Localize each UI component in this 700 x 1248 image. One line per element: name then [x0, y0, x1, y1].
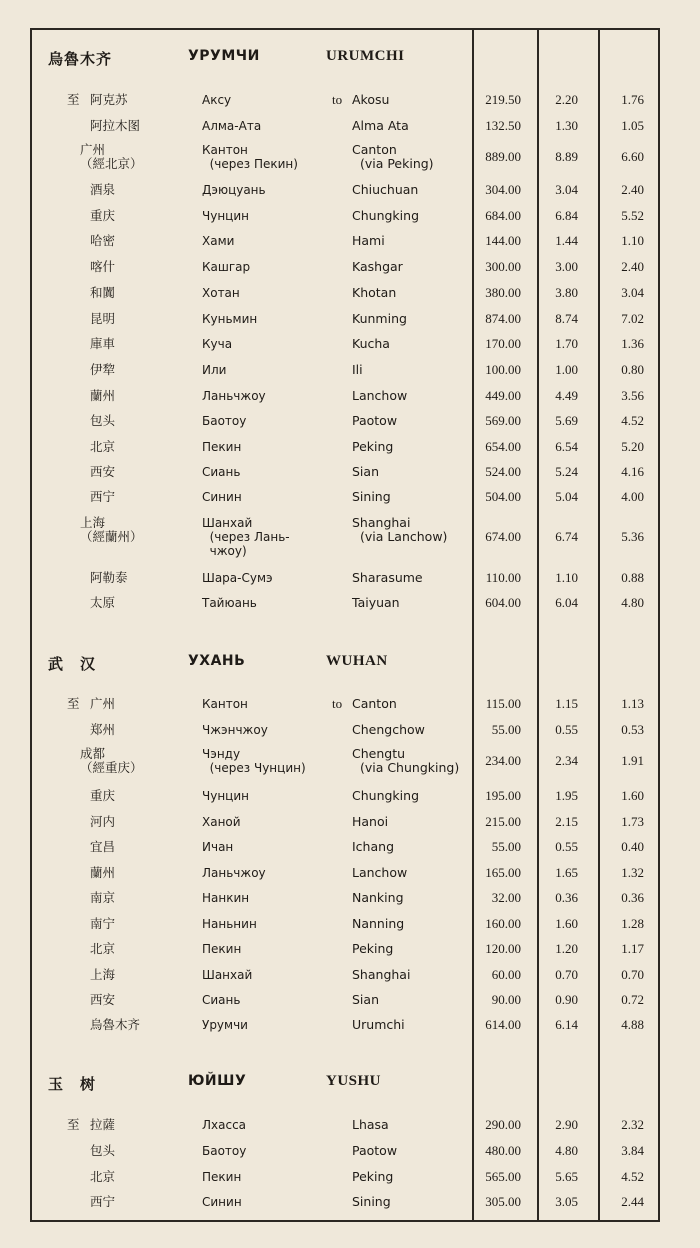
excess-value: 1.95: [555, 788, 578, 803]
excess-value: 2.20: [555, 92, 578, 107]
destination-ru: Ичан: [202, 840, 234, 854]
destination-ru: Алма-Ата: [202, 119, 262, 133]
destination-en: Paotow: [352, 413, 398, 428]
destination-en: Ili: [352, 362, 363, 377]
destination-en: Ichang: [352, 839, 394, 854]
destination-en: Peking: [352, 439, 394, 454]
excess-value: 2.15: [555, 814, 578, 829]
destination-zh: 阿拉木图: [90, 118, 141, 133]
fare-value: 115.00: [485, 696, 521, 711]
other-value: 2.32: [621, 1117, 644, 1132]
other-value: 3.56: [621, 388, 644, 403]
destination-ru: Куча: [202, 337, 233, 351]
destination-en: Chungking: [352, 788, 419, 803]
fare-value: 674.00: [485, 529, 521, 544]
destination-ru: Хотан: [202, 286, 240, 300]
destination-en: Kashgar: [352, 259, 403, 274]
destination-zh: 庫車: [90, 336, 116, 351]
origin-name-zh: 玉 树: [48, 1075, 97, 1093]
origin-name-en: YUSHU: [326, 1073, 382, 1089]
origin-name-zh: 烏魯木齐: [48, 50, 113, 68]
destination-ru: Чунцин: [202, 209, 249, 223]
fare-value: 100.00: [485, 362, 521, 377]
destination-ru: Урумчи: [202, 1018, 248, 1032]
destination-zh: 北京: [90, 439, 116, 454]
other-value: 0.80: [621, 362, 644, 377]
other-value: 1.17: [621, 941, 644, 956]
destination-zh: 蘭州: [90, 865, 116, 880]
destination-zh: 河内: [90, 814, 116, 829]
other-value: 1.28: [621, 916, 644, 931]
destination-ru: Тайюань: [202, 596, 257, 610]
other-value: 2.44: [621, 1194, 644, 1209]
fare-value: 132.50: [485, 118, 521, 133]
destination-zh: 包头: [90, 1143, 116, 1158]
fare-value: 504.00: [485, 489, 521, 504]
destination-en: Peking: [352, 941, 394, 956]
other-value: 4.16: [621, 464, 644, 479]
other-value: 3.04: [621, 285, 644, 300]
other-value: 1.10: [621, 233, 644, 248]
destination-ru: Пекин: [202, 1170, 242, 1184]
destination-en: Paotow: [352, 1143, 398, 1158]
fare-value: 160.00: [485, 916, 521, 931]
other-value: 1.76: [621, 92, 644, 107]
other-value: 0.72: [621, 992, 644, 1007]
excess-value: 4.49: [555, 388, 578, 403]
destination-zh: 西宁: [90, 489, 116, 504]
destination-zh: 太原: [90, 595, 116, 610]
fare-value: 565.00: [485, 1169, 521, 1184]
destination-en: Alma Ata: [352, 118, 409, 133]
other-value: 0.53: [621, 722, 644, 737]
excess-value: 6.04: [555, 595, 578, 610]
destination-zh: 西安: [90, 992, 116, 1007]
fare-value: 32.00: [491, 890, 521, 905]
fare-value: 524.00: [485, 464, 521, 479]
fare-value: 480.00: [485, 1143, 521, 1158]
fare-value: 60.00: [491, 967, 521, 982]
destination-en: Kunming: [352, 311, 407, 326]
destination-ru: Кашгар: [202, 260, 251, 274]
destination-ru: Нанкин: [202, 891, 250, 905]
excess-value: 1.30: [555, 118, 578, 133]
destination-en: Peking: [352, 1169, 394, 1184]
destination-ru: Ханой: [202, 815, 241, 829]
destination-zh: 重庆: [90, 788, 116, 803]
fare-value: 90.00: [491, 992, 521, 1007]
destination-ru: Шанхай (через Лань- чжоу): [202, 516, 290, 558]
destination-zh: 北京: [90, 1169, 116, 1184]
excess-value: 8.74: [555, 311, 578, 326]
fare-value: 290.00: [485, 1117, 521, 1132]
destination-en: Sharasume: [352, 570, 423, 585]
other-value: 1.73: [621, 814, 644, 829]
destination-ru: Чунцин: [202, 789, 249, 803]
excess-value: 3.05: [555, 1194, 578, 1209]
fare-value: 165.00: [485, 865, 521, 880]
destination-ru: Хами: [202, 234, 235, 248]
destination-ru: Баотоу: [202, 1144, 247, 1158]
destination-en: Nanking: [352, 890, 404, 905]
destination-ru: Куньмин: [202, 312, 258, 326]
destination-zh: 昆明: [90, 311, 116, 326]
to-marker-en: to: [332, 696, 343, 711]
to-marker-zh: 至: [67, 1117, 80, 1132]
destination-en: Akosu: [352, 92, 390, 107]
excess-value: 0.90: [555, 992, 578, 1007]
fare-value: 110.00: [485, 570, 521, 585]
destination-ru: Наньнин: [202, 917, 257, 931]
destination-ru: Кантон (через Пекин): [202, 143, 298, 171]
other-value: 3.84: [621, 1143, 644, 1158]
destination-zh: 南京: [90, 890, 116, 905]
destination-en: Lhasa: [352, 1117, 389, 1132]
excess-value: 4.80: [555, 1143, 578, 1158]
other-value: 1.13: [621, 696, 644, 711]
destination-zh: 成都 （經重庆）: [80, 746, 143, 775]
other-value: 1.05: [621, 118, 644, 133]
destination-zh: 北京: [90, 941, 116, 956]
destination-ru: Сиань: [202, 465, 241, 479]
excess-value: 0.55: [555, 839, 578, 854]
excess-value: 3.04: [555, 182, 578, 197]
destination-en: Chungking: [352, 208, 419, 223]
fare-value: 305.00: [485, 1194, 521, 1209]
excess-value: 2.90: [555, 1117, 578, 1132]
destination-en: Hanoi: [352, 814, 389, 829]
other-value: 4.52: [621, 1169, 644, 1184]
destination-ru: Пекин: [202, 440, 242, 454]
destination-ru: Пекин: [202, 942, 242, 956]
fare-value: 120.00: [485, 941, 521, 956]
destination-en: Shanghai: [352, 967, 411, 982]
excess-value: 5.04: [555, 489, 578, 504]
destination-zh: 酒泉: [90, 182, 116, 197]
other-value: 2.40: [621, 182, 644, 197]
destination-ru: Чжэнчжоу: [202, 723, 268, 737]
other-value: 5.36: [621, 529, 644, 544]
destination-zh: 重庆: [90, 208, 116, 223]
fare-value: 234.00: [485, 753, 521, 768]
destination-zh: 西安: [90, 464, 116, 479]
fare-value: 300.00: [485, 259, 521, 274]
other-value: 4.00: [621, 489, 644, 504]
excess-value: 1.10: [555, 570, 578, 585]
origin-name-en: WUHAN: [326, 653, 388, 669]
fare-value: 170.00: [485, 336, 521, 351]
destination-en: Sian: [352, 464, 379, 479]
fare-value: 449.00: [485, 388, 521, 403]
destination-ru: Ланьчжоу: [202, 389, 266, 403]
destination-ru: Ланьчжоу: [202, 866, 266, 880]
destination-en: Kucha: [352, 336, 390, 351]
destination-en: Lanchow: [352, 388, 408, 403]
section-header: [0, 653, 700, 673]
destination-zh: 上海: [90, 967, 116, 982]
column-divider: [598, 28, 600, 1222]
destination-ru: Лхасса: [202, 1118, 247, 1132]
to-marker-zh: 至: [67, 92, 80, 107]
destination-zh: 阿克苏: [90, 92, 128, 107]
other-value: 2.40: [621, 259, 644, 274]
destination-en: Sining: [352, 489, 391, 504]
destination-ru: Баотоу: [202, 414, 247, 428]
destination-ru: Аксу: [202, 93, 232, 107]
excess-value: 3.80: [555, 285, 578, 300]
to-marker-en: to: [332, 92, 343, 107]
other-value: 5.20: [621, 439, 644, 454]
fare-value: 654.00: [485, 439, 521, 454]
other-value: 4.88: [621, 1017, 644, 1032]
destination-zh: 和闐: [90, 285, 116, 300]
section-header: [0, 1073, 700, 1093]
excess-value: 6.14: [555, 1017, 578, 1032]
fare-value: 219.50: [485, 92, 521, 107]
destination-en: Chengchow: [352, 722, 425, 737]
excess-value: 1.00: [555, 362, 578, 377]
fare-value: 604.00: [485, 595, 521, 610]
destination-ru: Шара-Сумэ: [202, 571, 273, 585]
excess-value: 1.70: [555, 336, 578, 351]
destination-en: Canton: [352, 696, 397, 711]
destination-en: Sining: [352, 1194, 391, 1209]
origin-name-ru: УРУМЧИ: [188, 48, 260, 64]
destination-en: Nanning: [352, 916, 405, 931]
destination-zh: 郑州: [90, 722, 116, 737]
destination-ru: Дэюцуань: [202, 183, 266, 197]
fare-value: 55.00: [491, 839, 521, 854]
destination-zh: 宜昌: [90, 839, 116, 854]
destination-en: Sian: [352, 992, 379, 1007]
fare-value: 614.00: [485, 1017, 521, 1032]
destination-ru: Чэнду (через Чунцин): [202, 747, 306, 775]
destination-zh: 广州: [90, 696, 116, 711]
destination-zh: 拉薩: [90, 1117, 116, 1132]
destination-en: Hami: [352, 233, 385, 248]
excess-value: 2.34: [555, 753, 578, 768]
destination-zh: 广州 （經北京）: [80, 142, 143, 171]
destination-zh: 蘭州: [90, 388, 116, 403]
destination-zh: 伊犂: [90, 362, 116, 377]
fare-value: 380.00: [485, 285, 521, 300]
excess-value: 6.74: [555, 529, 578, 544]
origin-name-zh: 武 汉: [48, 655, 97, 673]
other-value: 0.88: [621, 570, 644, 585]
other-value: 1.36: [621, 336, 644, 351]
column-divider: [472, 28, 474, 1222]
destination-zh: 喀什: [90, 259, 116, 274]
destination-en: Lanchow: [352, 865, 408, 880]
other-value: 1.60: [621, 788, 644, 803]
destination-ru: Сиань: [202, 993, 241, 1007]
destination-zh: 哈密: [90, 233, 116, 248]
origin-name-en: URUMCHI: [326, 48, 405, 64]
excess-value: 6.54: [555, 439, 578, 454]
excess-value: 5.69: [555, 413, 578, 428]
other-value: 0.36: [621, 890, 644, 905]
destination-en: Taiyuan: [352, 595, 400, 610]
origin-name-ru: ЮЙШУ: [188, 1073, 247, 1089]
fare-value: 874.00: [485, 311, 521, 326]
destination-ru: Или: [202, 363, 227, 377]
other-value: 1.91: [621, 753, 644, 768]
to-marker-zh: 至: [67, 696, 80, 711]
excess-value: 1.60: [555, 916, 578, 931]
other-value: 0.70: [621, 967, 644, 982]
other-value: 4.80: [621, 595, 644, 610]
fare-value: 889.00: [485, 149, 521, 164]
destination-ru: Кантон: [202, 697, 248, 711]
destination-zh: 烏魯木齐: [90, 1017, 141, 1032]
origin-name-ru: УХАНЬ: [188, 653, 246, 669]
fare-value: 684.00: [485, 208, 521, 223]
other-value: 1.32: [621, 865, 644, 880]
destination-zh: 西宁: [90, 1194, 116, 1209]
destination-ru: Синин: [202, 490, 242, 504]
destination-zh: 阿勒泰: [90, 570, 128, 585]
excess-value: 3.00: [555, 259, 578, 274]
destination-en: Urumchi: [352, 1017, 405, 1032]
excess-value: 1.15: [555, 696, 578, 711]
other-value: 7.02: [621, 311, 644, 326]
other-value: 0.40: [621, 839, 644, 854]
column-divider: [537, 28, 539, 1222]
excess-value: 8.89: [555, 149, 578, 164]
destination-ru: Шанхай: [202, 968, 253, 982]
section-header: [0, 48, 700, 68]
other-value: 5.52: [621, 208, 644, 223]
destination-zh: 包头: [90, 413, 116, 428]
fare-value: 195.00: [485, 788, 521, 803]
destination-zh: 南宁: [90, 916, 116, 931]
excess-value: 0.36: [555, 890, 578, 905]
destination-en: Canton (via Peking): [352, 142, 434, 171]
destination-en: Chiuchuan: [352, 182, 419, 197]
fare-value: 569.00: [485, 413, 521, 428]
excess-value: 6.84: [555, 208, 578, 223]
destination-zh: 上海 （經蘭州）: [80, 515, 143, 544]
excess-value: 5.24: [555, 464, 578, 479]
excess-value: 5.65: [555, 1169, 578, 1184]
excess-value: 1.65: [555, 865, 578, 880]
fare-value: 215.00: [485, 814, 521, 829]
destination-ru: Синин: [202, 1195, 242, 1209]
fare-value: 304.00: [485, 182, 521, 197]
fare-value: 144.00: [485, 233, 521, 248]
destination-en: Khotan: [352, 285, 397, 300]
excess-value: 1.44: [555, 233, 578, 248]
other-value: 6.60: [621, 149, 644, 164]
destination-en: Chengtu (via Chungking): [352, 746, 460, 775]
excess-value: 0.55: [555, 722, 578, 737]
excess-value: 1.20: [555, 941, 578, 956]
other-value: 4.52: [621, 413, 644, 428]
fare-value: 55.00: [491, 722, 521, 737]
destination-en: Shanghai (via Lanchow): [352, 515, 448, 544]
excess-value: 0.70: [555, 967, 578, 982]
